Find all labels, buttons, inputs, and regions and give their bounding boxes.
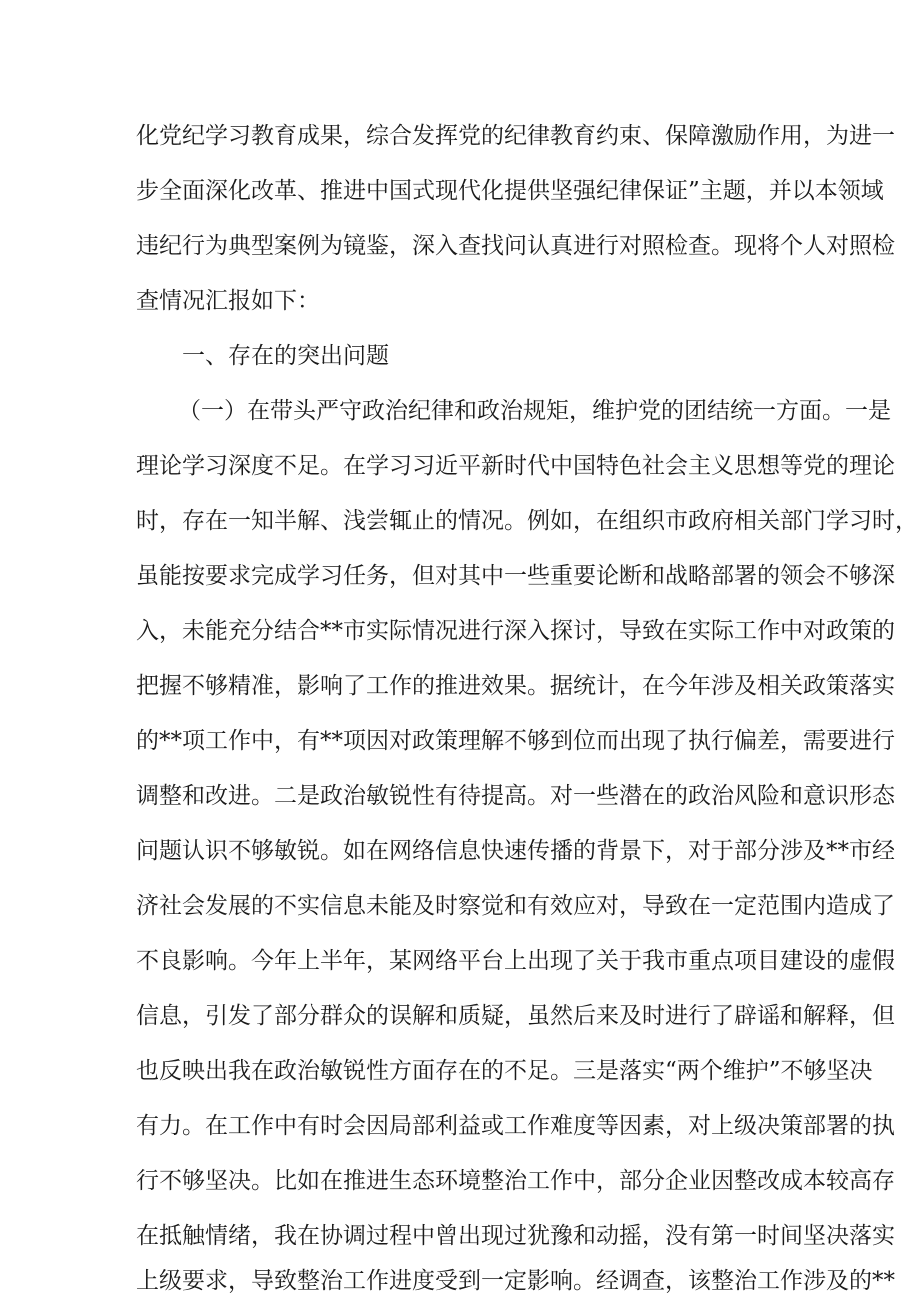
- paragraph-line-10: 入 ， 未 能 充 分 结 合 * * 市 实 际 情 况 进 行 深 入 探 讨 ， 导 致 在 实 际 工 作 中 对 政 策 的: [136, 618, 895, 644]
- paragraph-line-8: 时 ， 存 在 一 知 半 解 、 浅 尝 辄 止 的 情 况 。 例 如 ， 在 组 织 市 政 府 相 关 部 门 学 习 时 ，: [136, 508, 918, 534]
- paragraph-line-15: 济 社 会 发 展 的 不 实 信 息 未 能 及 时 察 觉 和 有 效 应 对 ， 导 致 在 一 定 范 围 内 造 成 了: [136, 893, 895, 919]
- paragraph-line-3: 违 纪 行 为 典 型 案 例 为 镜 鉴 ， 深 入 查 找 问 认 真 进 行 对 照 检 查 。 现 将 个 人 对 照 检: [136, 233, 895, 259]
- paragraph-line-9: 虽 能 按 要 求 完 成 学 习 任 务 ， 但 对 其 中 一 些 重 要 论 断 和 战 略 部 署 的 领 会 不 够 深: [136, 563, 895, 589]
- paragraph-line-20: 行 不 够 坚 决 。 比 如 在 推 进 生 态 环 境 整 治 工 作 中 ， 部 分 企 业 因 整 改 成 本 较 高 存: [136, 1168, 895, 1194]
- paragraph-line-17: 信 息 ， 引 发 了 部 分 群 众 的 误 解 和 质 疑 ， 虽 然 后 来 及 时 进 行 了 辟 谣 和 解 释 ， 但: [136, 1003, 895, 1029]
- paragraph-line-2: 步 全 面 深 化 改 革 、 推 进 中 国 式 现 代 化 提 供 坚 强 纪 律 保 证 ” 主 题 ， 并 以 本 领 域: [136, 178, 884, 204]
- paragraph-line-11: 把 握 不 够 精 准 ， 影 响 了 工 作 的 推 进 效 果 。 据 统 计 ， 在 今 年 涉 及 相 关 政 策 落 实: [136, 673, 895, 699]
- paragraph-line-4: 查情况汇报如下：: [136, 288, 320, 314]
- paragraph-line-7: 理 论 学 习 深 度 不 足 。 在 学 习 习 近 平 新 时 代 中 国 特 色 社 会 主 义 思 想 等 党 的 理 论: [136, 453, 895, 479]
- paragraph-line-13: 调 整 和 改 进 。 二 是 政 治 敏 锐 性 有 待 提 高 。 对 一 些 潜 在 的 政 治 风 险 和 意 识 形 态: [136, 783, 895, 809]
- section-heading: 一、存在的突出问题: [182, 343, 389, 369]
- paragraph-line-12: 的 * * 项 工 作 中 ， 有 * * 项 因 对 政 策 理 解 不 够 到 位 而 出 现 了 执 行 偏 差 ， 需 要 进 行: [136, 728, 895, 754]
- subsection-first-line: （ 一 ） 在 带 头 严 守 政 治 纪 律 和 政 治 规 矩 ， 维 护 党 的 团 结 统 一 方 面 。 一 是: [178, 398, 891, 424]
- paragraph-line-18: 也 反 映 出 我 在 政 治 敏 锐 性 方 面 存 在 的 不 足 。 三 是 落 实 “ 两 个 维 护 ” 不 够 坚 决: [136, 1058, 873, 1084]
- paragraph-line-21: 在 抵 触 情 绪 ， 我 在 协 调 过 程 中 曾 出 现 过 犹 豫 和 动 摇 ， 没 有 第 一 时 间 坚 决 落 实: [136, 1223, 895, 1249]
- paragraph-line-19: 有 力 。 在 工 作 中 有 时 会 因 局 部 利 益 或 工 作 难 度 等 因 素 ， 对 上 级 决 策 部 署 的 执: [136, 1113, 895, 1139]
- paragraph-line-14: 问 题 认 识 不 够 敏 锐 。 如 在 网 络 信 息 快 速 传 播 的 背 景 下 ， 对 于 部 分 涉 及 * * 市 经: [136, 838, 895, 864]
- paragraph-line-16: 不 良 影 响 。 今 年 上 半 年 ， 某 网 络 平 台 上 出 现 了 关 于 我 市 重 点 项 目 建 设 的 虚 假: [136, 948, 895, 974]
- paragraph-line-1: 化 党 纪 学 习 教 育 成 果 ， 综 合 发 挥 党 的 纪 律 教 育 约 束 、 保 障 激 励 作 用 ， 为 进 一: [136, 123, 895, 149]
- paragraph-line-22: 上 级 要 求 ， 导 致 整 治 工 作 进 度 受 到 一 定 影 响 。 经 调 查 ， 该 整 治 工 作 涉 及 的 * *: [136, 1268, 895, 1294]
